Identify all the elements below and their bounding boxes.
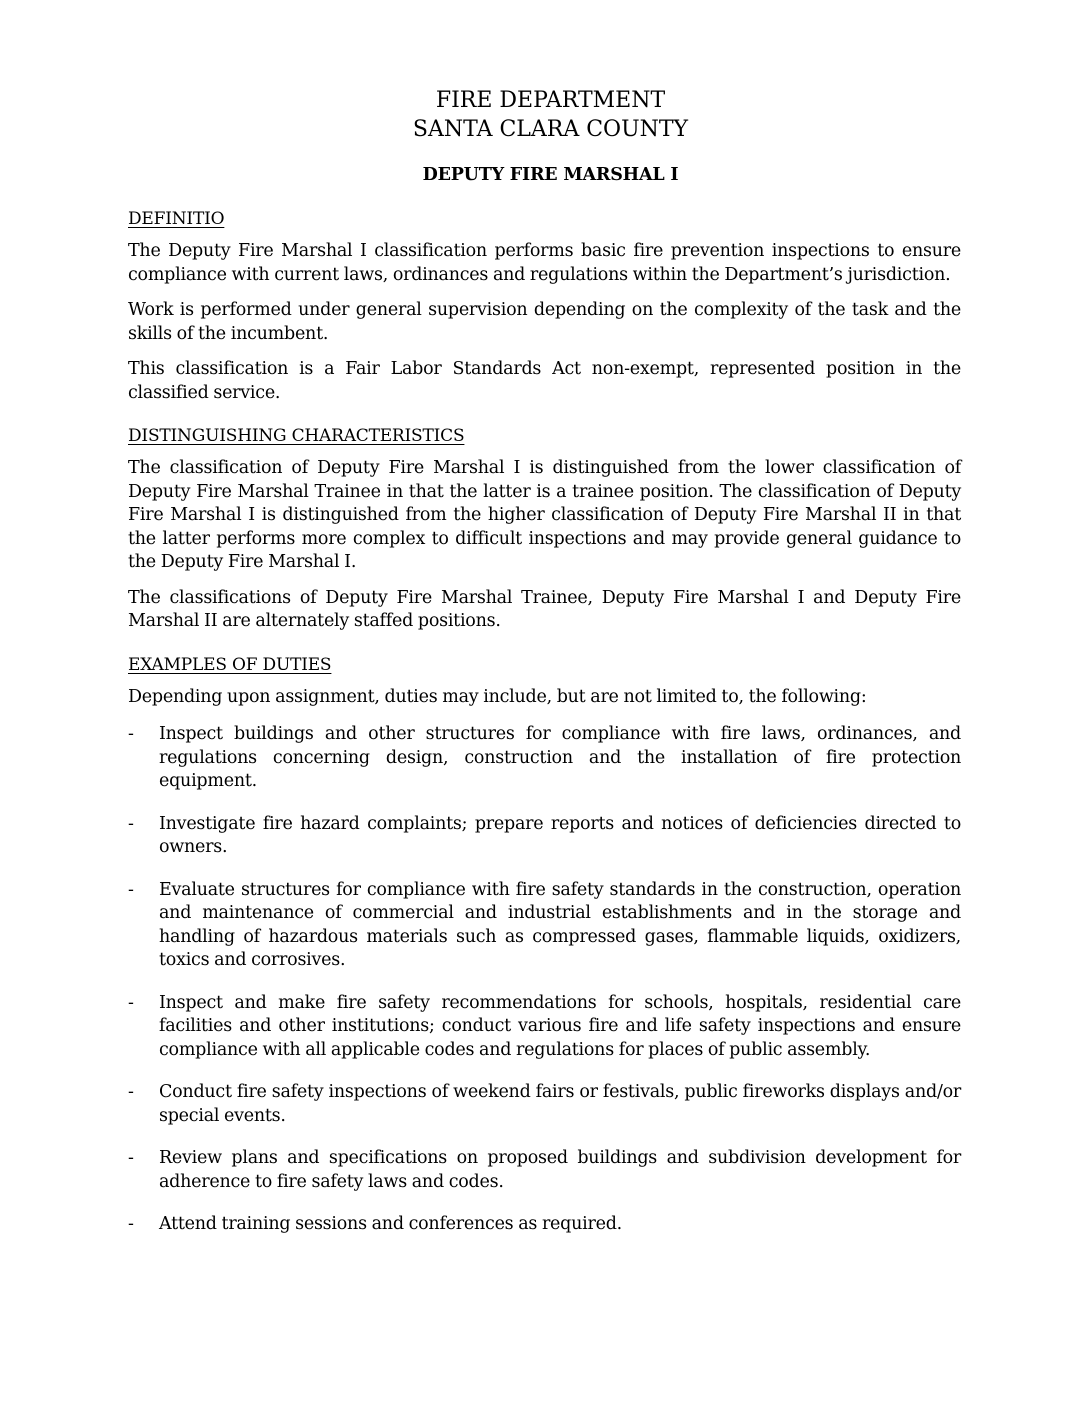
distinguishing-paragraph: The classifications of Deputy Fire Marshal Trainee, Deputy Fire Marshal I and Deputy Fire Marshal II are alternately staffed positions. (128, 587, 961, 631)
definition-paragraph: This classification is a Fair Labor Standards Act non-exempt, represented position in the classified service. (128, 359, 961, 403)
page-content (128, 86, 961, 1237)
duties-intro: Depending upon assignment, duties may include, but are not limited to, the following: (128, 686, 867, 707)
duty-item (128, 1081, 961, 1128)
duty-item (128, 813, 961, 860)
duty-item (128, 992, 961, 1063)
bullet-dash: - (128, 992, 134, 1013)
duty-item (128, 879, 961, 973)
duty-text: Evaluate structures for compliance with fire safety standards in the construction, operation and maintenance of commercial and industrial establishments and in the storage and handling of hazardous materials such as compressed gases, flammable liquids, oxidizers, toxics and corrosives. (159, 879, 961, 970)
duty-text: Investigate fire hazard complaints; prepare reports and notices of deficiencies directed to owners. (159, 813, 961, 857)
bullet-dash: - (128, 879, 134, 900)
org-line-2: SANTA CLARA COUNTY (412, 117, 689, 142)
duty-text: Inspect and make fire safety recommendations for schools, hospitals, residential care facilities and other institutions; conduct various fire and life safety inspections and ensure compliance with all applicable codes and regulations for places of public assembly. (159, 992, 961, 1060)
duty-text: Attend training sessions and conferences as required. (159, 1214, 622, 1234)
bullet-dash: - (128, 813, 134, 834)
bullet-dash: - (128, 1214, 134, 1234)
duty-text: Inspect buildings and other structures for compliance with fire laws, ordinances, and regulations concerning design, construction and the installation of fire protection equipment. (159, 724, 961, 791)
duty-item (128, 1213, 961, 1237)
duty-item (128, 1147, 961, 1194)
definition-heading: DEFINITIO (128, 209, 225, 229)
distinguishing-heading: DISTINGUISHING CHARACTERISTICS (128, 426, 465, 446)
definition-paragraph: Work is performed under general supervision depending on the complexity of the task and the skills of the incumbent. (128, 300, 961, 344)
org-line-1: FIRE DEPARTMENT (435, 88, 666, 113)
duties-heading: EXAMPLES OF DUTIES (128, 654, 332, 675)
bullet-dash: - (128, 724, 134, 744)
duty-text: Conduct fire safety inspections of weekend fairs or festivals, public fireworks displays and/or special events. (159, 1082, 961, 1126)
duty-text: Review plans and specifications on proposed buildings and subdivision development for adherence to fire safety laws and codes. (159, 1148, 961, 1192)
duties-list (128, 723, 961, 1237)
distinguishing-paragraph: The classification of Deputy Fire Marshal I is distinguished from the lower classification of Deputy Fire Marshal Trainee in that the latter is a trainee position. The classification of Deputy Fire Marshal I is distinguished from the higher classification of Deputy Fire Marshal II in that the latter performs more complex to difficult inspections and may provide general guidance to the Deputy Fire Marshal I. (128, 458, 961, 572)
bullet-dash: - (128, 1082, 134, 1102)
job-title: DEPUTY FIRE MARSHAL I (422, 165, 679, 185)
bullet-dash: - (128, 1148, 134, 1168)
definition-paragraph: The Deputy Fire Marshal I classification performs basic fire prevention inspections to ensure compliance with current laws, ordinances and regulations within the Department’s jurisdiction. (128, 241, 961, 285)
duty-item (128, 723, 961, 794)
